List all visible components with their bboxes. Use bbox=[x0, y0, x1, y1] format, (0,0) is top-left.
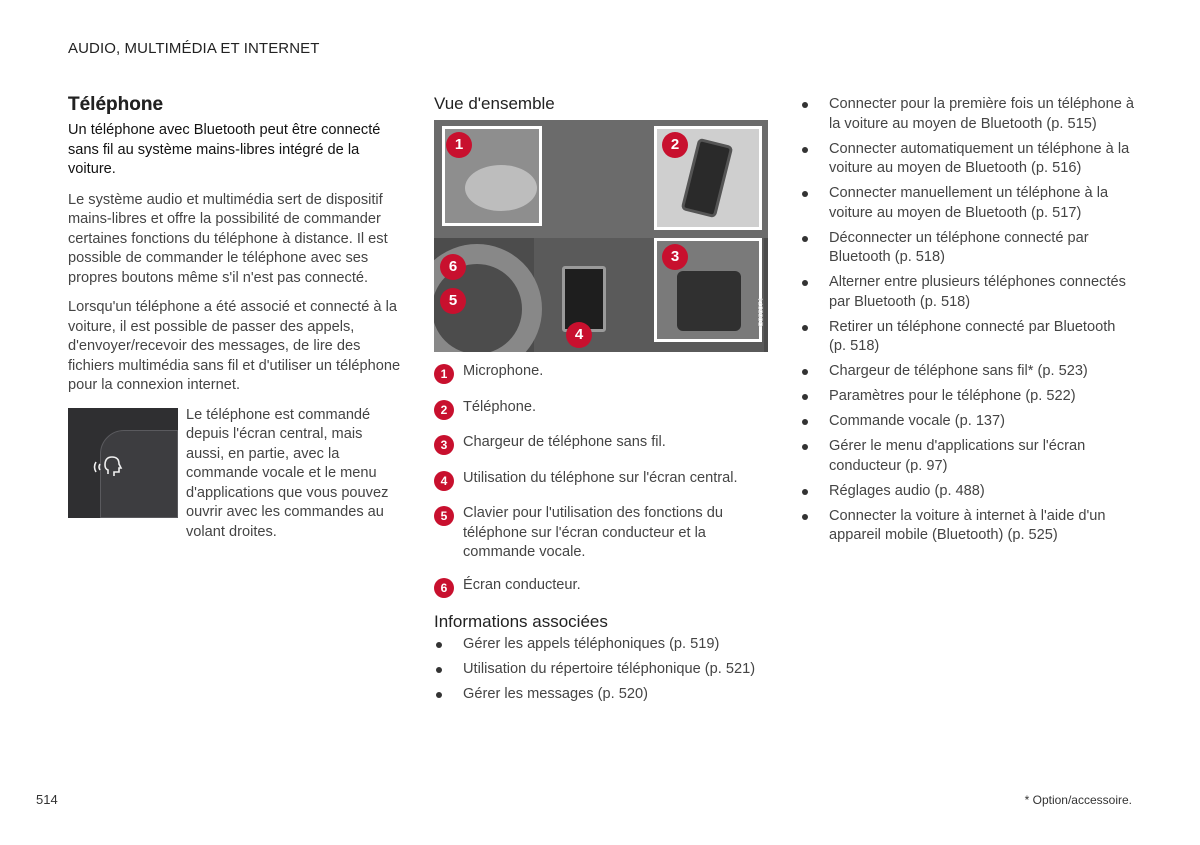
related-link[interactable]: Connecter la voiture à internet à l'aide d'un appareil mobile (Bluetooth) (p. 525) bbox=[800, 507, 1136, 546]
related-link[interactable]: Connecter automatiquement un téléphone à la voiture au moyen de Bluetooth (p. 516) bbox=[800, 140, 1136, 179]
related-link[interactable]: Gérer les appels téléphoniques (p. 519) bbox=[434, 635, 768, 655]
voice-button-photo bbox=[68, 408, 178, 518]
page-number: 514 bbox=[36, 792, 58, 807]
related-link[interactable]: Déconnecter un téléphone connecté par Bluetooth (p. 518) bbox=[800, 229, 1136, 268]
lead-paragraph: Un téléphone avec Bluetooth peut être connecté sans fil au système mains-libres intégré de la voiture. bbox=[68, 122, 381, 177]
figure-badge-3: 3 bbox=[662, 244, 688, 270]
body-paragraph-2: Lorsqu'un téléphone a été associé et connecté à la voiture, il est possible de passer des appels, d'envoyer/recevoir des messages, de lire des fichiers multimédia sans fil et d'utiliser un téléphone pour la connexion internet. bbox=[68, 299, 401, 393]
voice-button-illustration-row bbox=[68, 408, 402, 543]
callout-text: Microphone. bbox=[463, 363, 544, 379]
callout-number: 6 bbox=[434, 578, 454, 598]
related-link[interactable]: Connecter manuellement un téléphone à la voiture au moyen de Bluetooth (p. 517) bbox=[800, 184, 1136, 223]
callout-number: 2 bbox=[434, 400, 454, 420]
voice-control-icon bbox=[92, 452, 126, 482]
callout-text: Chargeur de téléphone sans fil. bbox=[463, 434, 666, 450]
callout-number: 5 bbox=[434, 506, 454, 526]
related-link[interactable]: Commande vocale (p. 137) bbox=[800, 412, 1136, 432]
callout-text: Utilisation du téléphone sur l'écran central. bbox=[463, 469, 738, 486]
callout-item bbox=[434, 469, 768, 491]
related-link[interactable]: Utilisation du répertoire téléphonique (p. 521) bbox=[434, 660, 768, 680]
right-column bbox=[800, 95, 1136, 551]
callout-item bbox=[434, 398, 768, 420]
related-info-title: Informations associées bbox=[434, 612, 608, 631]
callout-number: 4 bbox=[434, 471, 454, 491]
related-link[interactable]: Chargeur de téléphone sans fil* (p. 523) bbox=[800, 362, 1136, 382]
charging-pad bbox=[677, 271, 741, 331]
steering-control-description: Le téléphone est commandé depuis l'écran central, mais aussi, en partie, avec la commande vocale et le menu d'applications que vous pouvez ouvrir avec les commandes au volant droites. bbox=[186, 406, 389, 540]
related-link[interactable]: Connecter pour la première fois un téléphone à la voiture au moyen de Bluetooth (p. 515) bbox=[800, 95, 1136, 134]
related-link[interactable]: Gérer le menu d'applications sur l'écran conducteur (p. 97) bbox=[800, 437, 1136, 476]
body-paragraph-1: Le système audio et multimédia sert de dispositif mains-libres et offre la possibilité de commander certaines fonctions du téléphone à distance. Il est possible de commander le téléphone avec ses propres boutons même s'il n'est pas connecté. bbox=[68, 191, 388, 286]
callout-text: Téléphone. bbox=[463, 398, 537, 415]
callout-item bbox=[434, 504, 768, 563]
phone-device bbox=[681, 138, 734, 219]
figure-badge-2: 2 bbox=[662, 132, 688, 158]
page-title: Téléphone bbox=[68, 94, 164, 115]
microphone-grille bbox=[465, 165, 537, 211]
related-link[interactable]: Réglages audio (p. 488) bbox=[800, 482, 1136, 502]
section-header: AUDIO, MULTIMÉDIA ET INTERNET bbox=[68, 40, 320, 57]
related-links-list-continued bbox=[800, 95, 1136, 546]
figure-badge-4: 4 bbox=[566, 322, 592, 348]
callout-item bbox=[434, 433, 768, 455]
callout-item bbox=[434, 576, 768, 598]
callout-item bbox=[434, 362, 768, 384]
figure-code: G066074 bbox=[758, 298, 765, 327]
callout-number: 1 bbox=[434, 364, 454, 384]
callout-list bbox=[434, 362, 768, 598]
phone-overview-figure bbox=[434, 120, 768, 352]
callout-text: Clavier pour l'utilisation des fonctions du téléphone sur l'écran conducteur et la commande vocale. bbox=[463, 505, 723, 560]
figure-badge-5: 5 bbox=[440, 288, 466, 314]
related-link[interactable]: Paramètres pour le téléphone (p. 522) bbox=[800, 387, 1136, 407]
figure-badge-6: 6 bbox=[440, 254, 466, 280]
related-link[interactable]: Gérer les messages (p. 520) bbox=[434, 685, 768, 705]
related-link[interactable]: Alterner entre plusieurs téléphones connectés par Bluetooth (p. 518) bbox=[800, 273, 1136, 312]
left-column bbox=[68, 94, 402, 542]
overview-title: Vue d'ensemble bbox=[434, 94, 555, 113]
callout-text: Écran conducteur. bbox=[463, 577, 581, 593]
figure-badge-1: 1 bbox=[446, 132, 472, 158]
related-link[interactable]: Retirer un téléphone connecté par Bluetooth (p. 518) bbox=[800, 318, 1136, 357]
middle-column bbox=[434, 94, 768, 710]
callout-number: 3 bbox=[434, 435, 454, 455]
footnote: * Option/accessoire. bbox=[1024, 793, 1132, 807]
related-links-list bbox=[434, 635, 768, 705]
